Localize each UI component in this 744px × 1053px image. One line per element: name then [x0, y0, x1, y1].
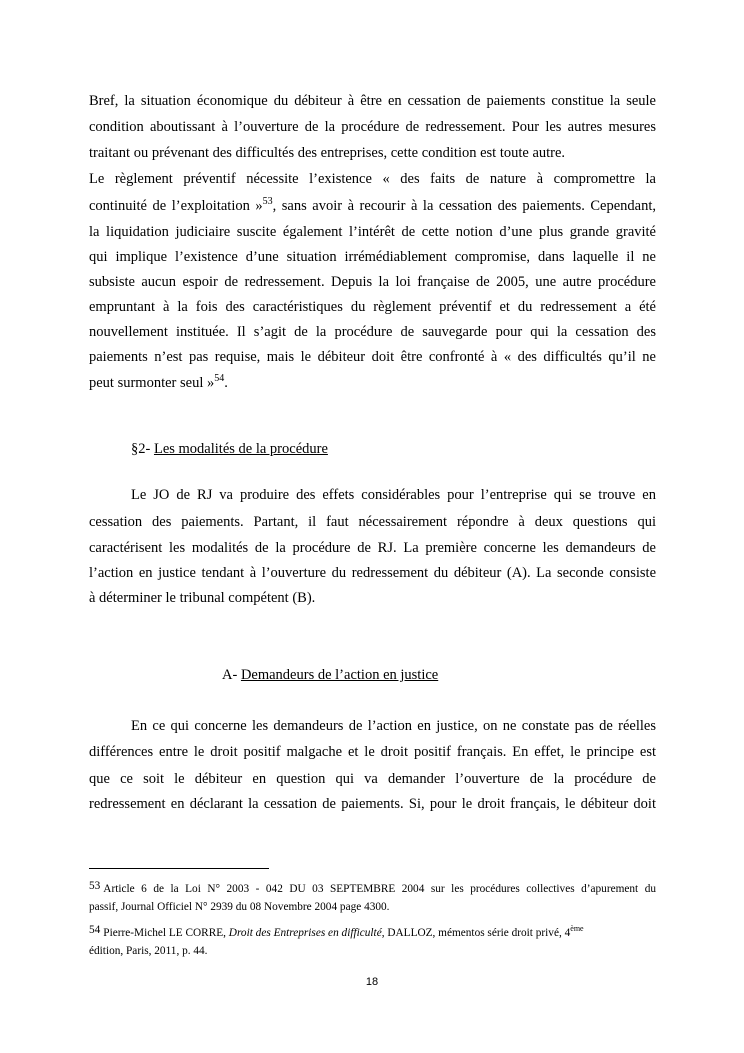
- paragraph-3-line-5: à déterminer le tribunal compétent (B).: [89, 590, 316, 606]
- footnote-53-text: Article 6 de la Loi N° 2003 - 042 DU 03 SEPTEMBRE 2004 sur les procédures collectives d’apurement du: [103, 883, 656, 895]
- paragraph-1-line-2: condition aboutissant à l’ouverture de la procédure de redressement. Pour les autres mesures: [89, 119, 656, 135]
- section-heading-prefix: §2-: [131, 441, 154, 457]
- paragraph-2-line-1: Le règlement préventif nécessite l’existence « des faits de nature à compromettre la: [89, 171, 656, 187]
- paragraph-4-line-4: redressement en déclarant la cessation de paiements. Si, pour le droit français, le débiteur doit: [89, 796, 656, 812]
- footnote-separator: [89, 868, 269, 869]
- paragraph-1-line-3: traitant ou prévenant des difficultés des entreprises, cette condition est toute autre.: [89, 145, 566, 161]
- footnote-ref-54[interactable]: 54: [214, 373, 225, 384]
- section-heading: [131, 440, 328, 458]
- paragraph-2-line-8: paiements n’est pas requise, mais le débiteur doit être confronté à « des difficultés qu’il ne: [89, 349, 656, 365]
- subsection-heading-title: Demandeurs de l’action en justice: [240, 667, 439, 683]
- footnote-54-number: 54: [89, 924, 101, 936]
- paragraph-2-line-3: la liquidation judiciaire suscite également l’intérêt de cette notion d’une plus grande gravité: [89, 224, 656, 240]
- footnote-54-title: Droit des Entreprises en difficulté: [228, 927, 382, 939]
- paragraph-2-line-2: [89, 197, 656, 215]
- footnote-53-line-2: passif, Journal Officiel N° 2939 du 08 Novembre 2004 page 4300.: [89, 901, 390, 913]
- paragraph-4-line-1: En ce qui concerne les demandeurs de l’action en justice, on ne constate pas de réelles: [131, 718, 656, 734]
- paragraph-1-line-1: Bref, la situation économique du débiteur à être en cessation de paiements constitue la seule: [89, 93, 656, 109]
- footnote-53-number: 53: [89, 880, 101, 892]
- paragraph-2-line-5: subsiste aucun espoir de redressement. Depuis la loi française de 2005, une autre procédure: [89, 274, 656, 290]
- footnote-54-rest: , DALLOZ, mémentos série droit privé, 4: [381, 927, 571, 939]
- footnote-54-author: Pierre-Michel LE CORRE,: [103, 927, 229, 939]
- subsection-heading-prefix: A-: [222, 667, 241, 683]
- text-fragment: .: [224, 375, 228, 391]
- paragraph-2-line-9: [89, 374, 656, 392]
- paragraph-3-line-2: cessation des paiements. Partant, il faut nécessairement répondre à deux questions qui: [89, 514, 656, 530]
- paragraph-2-line-4: qui implique l’existence d’une situation irrémédiablement compromise, dans laquelle il ne: [89, 249, 656, 265]
- footnote-54-sup: ème: [570, 924, 584, 933]
- footnote-53-line-1: [89, 879, 656, 896]
- text-fragment: , sans avoir à recourir à la cessation des paiements. Cependant,: [272, 198, 656, 214]
- page-number: 18: [365, 976, 379, 988]
- text-fragment: peut surmonter seul »: [89, 375, 215, 391]
- paragraph-2-line-6: empruntant à la fois des caractéristiques du règlement préventif et du redressement a été: [89, 299, 656, 315]
- footnote-54-line-1: [89, 923, 656, 940]
- paragraph-4-line-2: différences entre le droit positif malgache et le droit positif français. En effet, le principe est: [89, 744, 656, 760]
- footnote-54-line-2: édition, Paris, 2011, p. 44.: [89, 945, 208, 957]
- paragraph-4-line-3: que ce soit le débiteur en question qui va demander l’ouverture de la procédure de: [89, 771, 656, 787]
- paragraph-3-line-1: Le JO de RJ va produire des effets considérables pour l’entreprise qui se trouve en: [131, 487, 656, 503]
- paragraph-3-line-3: caractérisent les modalités de la procédure de RJ. La première concerne les demandeurs de: [89, 540, 656, 556]
- text-fragment: continuité de l’exploitation »: [89, 198, 263, 214]
- paragraph-3-line-4: l’action en justice tendant à l’ouverture du redressement du débiteur (A). La seconde consiste: [89, 565, 656, 581]
- paragraph-2-line-7: nouvellement instituée. Il s’agit de la procédure de sauvegarde pour qui la cessation des: [89, 324, 656, 340]
- footnote-ref-53[interactable]: 53: [262, 196, 273, 207]
- section-heading-title: Les modalités de la procédure: [153, 441, 328, 457]
- subsection-heading: [222, 666, 438, 684]
